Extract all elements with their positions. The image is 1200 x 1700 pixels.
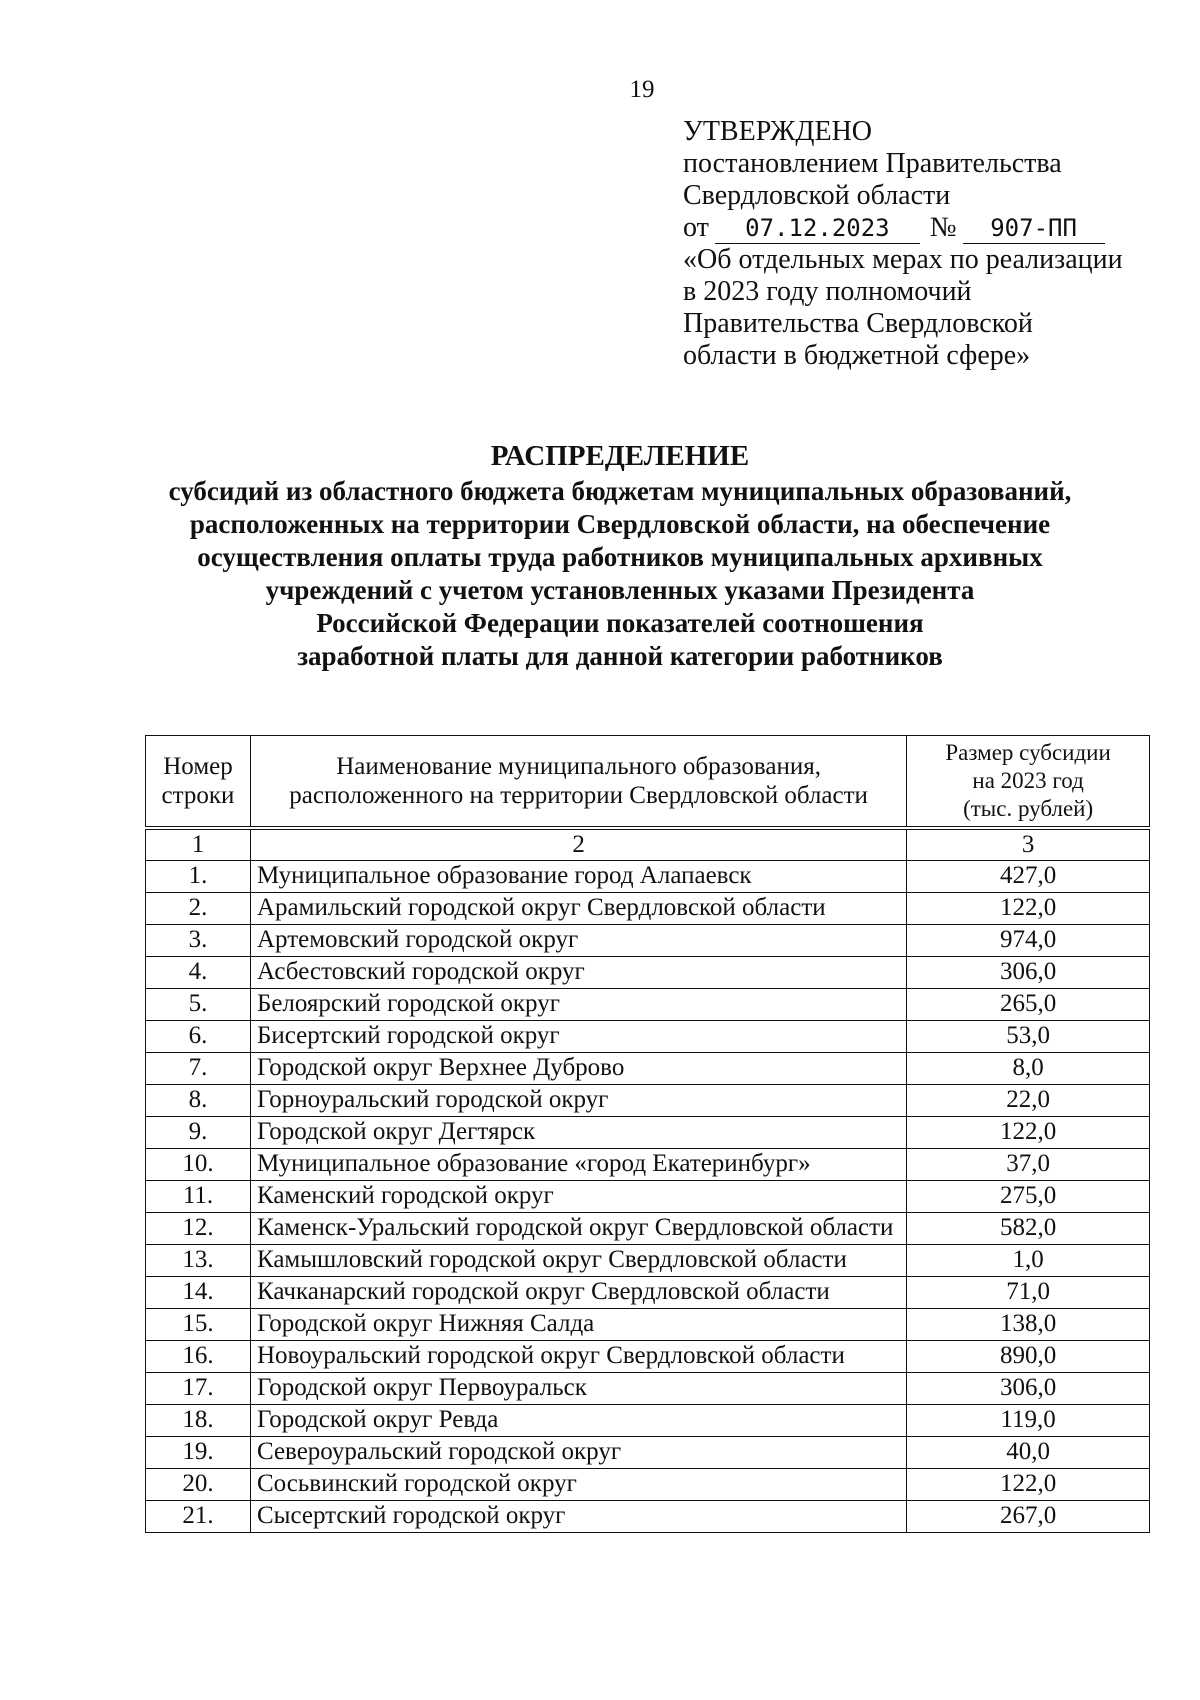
subsidy-amount: 138,0: [907, 1309, 1150, 1341]
header-municipality: [250, 736, 906, 829]
table-row: [146, 1181, 1150, 1213]
table-row: [146, 893, 1150, 925]
table-row: [146, 1309, 1150, 1341]
subsidy-amount: 1,0: [907, 1245, 1150, 1277]
row-number: 21.: [146, 1501, 251, 1533]
row-number: 1.: [146, 861, 251, 893]
approval-date-number: [683, 212, 1153, 244]
subsidy-amount: 71,0: [907, 1277, 1150, 1309]
number-prefix: №: [929, 212, 957, 243]
subsidy-amount: 37,0: [907, 1149, 1150, 1181]
title-line-3: осуществления оплаты труда работников муниципальных архивных: [197, 542, 1043, 572]
row-number: 6.: [146, 1021, 251, 1053]
row-number: 13.: [146, 1245, 251, 1277]
row-number: 5.: [146, 989, 251, 1021]
subsidy-amount: 8,0: [907, 1053, 1150, 1085]
subsidy-amount: 122,0: [907, 1117, 1150, 1149]
row-number: 17.: [146, 1373, 251, 1405]
row-number: 3.: [146, 925, 251, 957]
subsidy-amount: 275,0: [907, 1181, 1150, 1213]
table-row: [146, 1117, 1150, 1149]
header-line: Размер субсидии: [945, 740, 1111, 765]
approval-title-line-4: области в бюджетной сфере»: [683, 340, 1031, 371]
approval-title-line-3: Правительства Свердловской: [683, 308, 1033, 339]
document-title: [0, 440, 1200, 673]
row-number: 8.: [146, 1085, 251, 1117]
header-line: (тыс. рублей): [963, 796, 1094, 821]
municipality-name: Арамильский городской округ Свердловской области: [250, 893, 906, 925]
municipality-name: Асбестовский городской округ: [250, 957, 906, 989]
subsidy-amount: 122,0: [907, 893, 1150, 925]
municipality-name: Каменский городской округ: [250, 1181, 906, 1213]
title-line-4: учреждений с учетом установленных указами Президента: [265, 575, 975, 605]
subsidy-amount: 427,0: [907, 861, 1150, 893]
header-line: Номер: [163, 753, 233, 780]
subsidy-amount: 890,0: [907, 1341, 1150, 1373]
table-row: [146, 1245, 1150, 1277]
header-subsidy: [907, 736, 1150, 829]
subsidy-table: [145, 735, 1150, 1533]
row-number: 11.: [146, 1181, 251, 1213]
subsidy-amount: 122,0: [907, 1469, 1150, 1501]
municipality-name: Новоуральский городской округ Свердловской области: [250, 1341, 906, 1373]
subsidy-amount: 306,0: [907, 1373, 1150, 1405]
row-number: 10.: [146, 1149, 251, 1181]
number-field: 907-ПП: [963, 217, 1105, 244]
municipality-name: Североуральский городской округ: [250, 1437, 906, 1469]
municipality-name: Бисертский городской округ: [250, 1021, 906, 1053]
subsidy-amount: 119,0: [907, 1405, 1150, 1437]
table-row: [146, 1213, 1150, 1245]
header-row-number: [146, 736, 251, 829]
table-row: [146, 1085, 1150, 1117]
municipality-name: Городской округ Верхнее Дуброво: [250, 1053, 906, 1085]
municipality-name: Сосьвинский городской округ: [250, 1469, 906, 1501]
municipality-name: Сысертский городской округ: [250, 1501, 906, 1533]
subsidy-amount: 974,0: [907, 925, 1150, 957]
row-number: 2.: [146, 893, 251, 925]
table-row: [146, 1277, 1150, 1309]
approval-title-line-1: «Об отдельных мерах по реализации: [683, 244, 1123, 275]
municipality-name: Артемовский городской округ: [250, 925, 906, 957]
table-row: [146, 1405, 1150, 1437]
column-number: 1: [146, 828, 251, 861]
title-main: РАСПРЕДЕЛЕНИЕ: [490, 440, 750, 472]
column-number: 2: [250, 828, 906, 861]
title-line-6: заработной платы для данной категории работников: [297, 641, 943, 671]
table-row: [146, 1501, 1150, 1533]
header-line: Наименование муниципального образования,: [336, 753, 821, 780]
table-row: [146, 989, 1150, 1021]
table-row: [146, 1053, 1150, 1085]
row-number: 18.: [146, 1405, 251, 1437]
row-number: 9.: [146, 1117, 251, 1149]
subsidy-amount: 267,0: [907, 1501, 1150, 1533]
header-line: расположенного на территории Свердловской области: [289, 782, 868, 809]
approval-heading: УТВЕРЖДЕНО: [683, 116, 873, 147]
subsidy-amount: 22,0: [907, 1085, 1150, 1117]
header-line: строки: [161, 782, 235, 809]
municipality-name: Городской округ Дегтярск: [250, 1117, 906, 1149]
municipality-name: Белоярский городской округ: [250, 989, 906, 1021]
table-row: [146, 1341, 1150, 1373]
subsidy-amount: 306,0: [907, 957, 1150, 989]
title-line-5: Российской Федерации показателей соотношения: [316, 608, 924, 638]
table-row: [146, 1437, 1150, 1469]
column-number: 3: [907, 828, 1150, 861]
row-number: 7.: [146, 1053, 251, 1085]
table-row: [146, 1469, 1150, 1501]
title-line-1: субсидий из областного бюджета бюджетам муниципальных образований,: [168, 476, 1072, 506]
page-number: 19: [629, 76, 655, 103]
table-row: [146, 957, 1150, 989]
title-line-2: расположенных на территории Свердловской области, на обеспечение: [189, 509, 1051, 539]
table-row: [146, 925, 1150, 957]
header-line: на 2023 год: [972, 768, 1084, 793]
subsidy-amount: 582,0: [907, 1213, 1150, 1245]
approval-block: [683, 116, 1153, 372]
row-number: 19.: [146, 1437, 251, 1469]
table-row: [146, 1021, 1150, 1053]
row-number: 12.: [146, 1213, 251, 1245]
approval-line-2: Свердловской области: [683, 180, 951, 211]
municipality-name: Камышловский городской округ Свердловской области: [250, 1245, 906, 1277]
municipality-name: Муниципальное образование город Алапаевск: [250, 861, 906, 893]
municipality-name: Качканарский городской округ Свердловской области: [250, 1277, 906, 1309]
row-number: 20.: [146, 1469, 251, 1501]
table-header-row: [146, 736, 1150, 829]
municipality-name: Городской округ Первоуральск: [250, 1373, 906, 1405]
table-row: [146, 1149, 1150, 1181]
subsidy-amount: 265,0: [907, 989, 1150, 1021]
subsidy-amount: 53,0: [907, 1021, 1150, 1053]
row-number: 4.: [146, 957, 251, 989]
municipality-name: Горноуральский городской округ: [250, 1085, 906, 1117]
approval-title-line-2: в 2023 году полномочий: [683, 276, 972, 307]
municipality-name: Каменск-Уральский городской округ Свердловской области: [250, 1213, 906, 1245]
subsidy-amount: 40,0: [907, 1437, 1150, 1469]
date-field: 07.12.2023: [715, 217, 920, 244]
municipality-name: Городской округ Ревда: [250, 1405, 906, 1437]
row-number: 14.: [146, 1277, 251, 1309]
date-prefix: от: [683, 212, 709, 243]
row-number: 16.: [146, 1341, 251, 1373]
municipality-name: Муниципальное образование «город Екатеринбург»: [250, 1149, 906, 1181]
municipality-name: Городской округ Нижняя Салда: [250, 1309, 906, 1341]
row-number: 15.: [146, 1309, 251, 1341]
table-row: [146, 861, 1150, 893]
table-row: [146, 1373, 1150, 1405]
column-numbers-row: [146, 828, 1150, 861]
approval-line-1: постановлением Правительства: [683, 148, 1062, 179]
